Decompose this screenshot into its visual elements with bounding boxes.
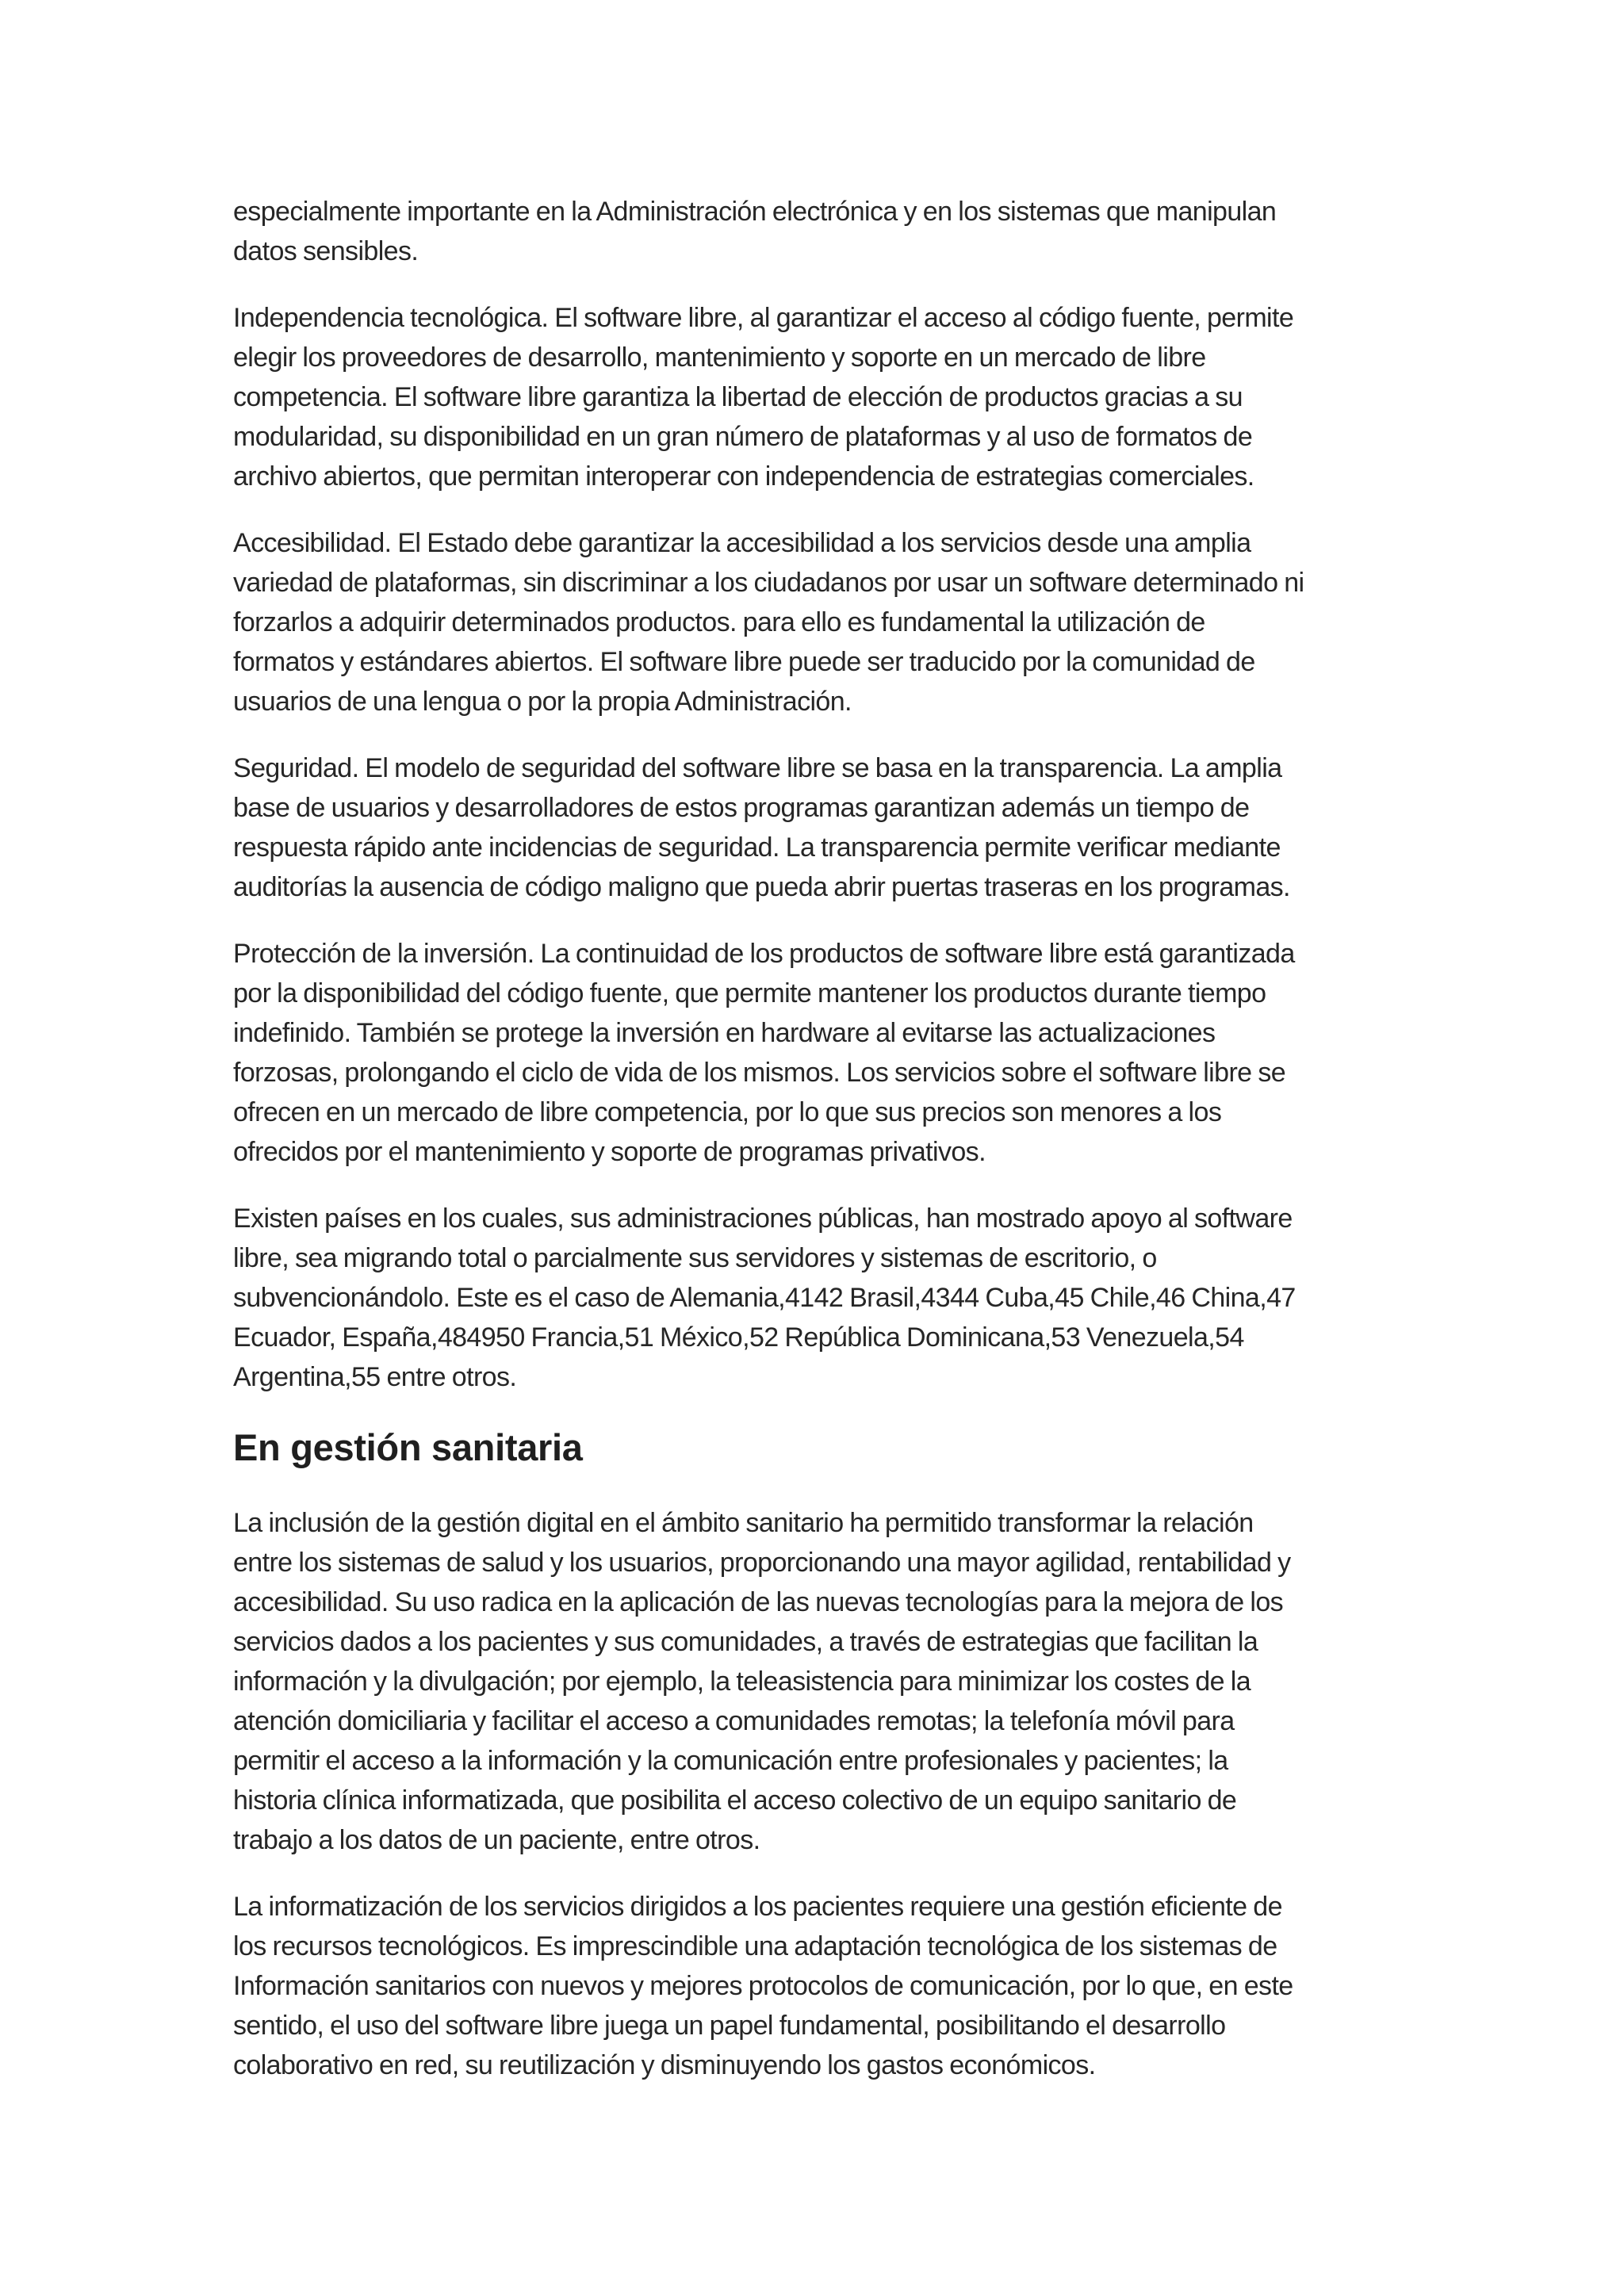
paragraph-proteccion-inversion: Protección de la inversión. La continuidad de los productos de software libre está garantizada por la disponibilidad del código fuente, que permite mantener los productos durante tiempo indefinido. También se protege la inversión en hardware al evitarse las actualizaciones forzosas, prolongando el ciclo de vida de los mismos. Los servicios sobre el software libre se ofrecen en un mercado de libre competencia, por lo que sus precios son menores a los ofrecidos por el mantenimiento y soporte de programas privativos. — [233, 939, 1295, 1167]
document-body — [233, 192, 1407, 2112]
section-heading: En gestión sanitaria — [233, 1426, 583, 1468]
paragraph-datos-sensibles: especialmente importante en la Administración electrónica y en los sistemas que manipulan datos sensibles. — [233, 197, 1277, 266]
paragraph-seguridad: Seguridad. El modelo de seguridad del software libre se basa en la transparencia. La amplia base de usuarios y desarrolladores de estos programas garantizan además un tiempo de respuesta rápido ante incidencias de seguridad. La transparencia permite verificar mediante auditorías la ausencia de código maligno que pueda abrir puertas traseras en los programas. — [233, 753, 1290, 902]
paragraph-gestion-digital: La inclusión de la gestión digital en el ámbito sanitario ha permitido transformar la relación entre los sistemas de salud y los usuarios, proporcionando una mayor agilidad, rentabilidad y accesibilidad. Su uso radica en la aplicación de las nuevas tecnologías para la mejora de los servicios dados a los pacientes y sus comunidades, a través de estrategias que facilitan la información y la divulgación; por ejemplo, la teleasistencia para minimizar los costes de la atención domiciliaria y facilitar el acceso a comunidades remotas; la telefonía móvil para permitir el acceso a la información y la comunicación entre profesionales y pacientes; la historia clínica informatizada, que posibilita el acceso colectivo de un equipo sanitario de trabajo a los datos de un paciente, entre otros. — [233, 1508, 1291, 1855]
paragraph-paises: Existen países en los cuales, sus administraciones públicas, han mostrado apoyo al software libre, sea migrando total o parcialmente sus servidores y sistemas de escritorio, o subvencionándolo. Este es el caso de Alemania,4142 Brasil,4344 Cuba,45 Chile,46 China,47 Ecuador, España,484950 Francia,51 México,52 República Dominicana,53 Venezuela,54 Argentina,55 entre otros. — [233, 1203, 1296, 1392]
paragraph-independencia-tecnologica: Independencia tecnológica. El software libre, al garantizar el acceso al código fuente, permite elegir los proveedores de desarrollo, mantenimiento y soporte en un mercado de libre competencia. El software libre garantiza la libertad de elección de productos gracias a su modularidad, su disponibilidad en un gran número de plataformas y al uso de formatos de archivo abiertos, que permitan interoperar con independencia de estrategias comerciales. — [233, 303, 1294, 492]
paragraph-accesibilidad: Accesibilidad. El Estado debe garantizar la accesibilidad a los servicios desde una amplia variedad de plataformas, sin discriminar a los ciudadanos por usar un software determinado ni forzarlos a adquirir determinados productos. para ello es fundamental la utilización de formatos y estándares abiertos. El software libre puede ser traducido por la comunidad de usuarios de una lengua o por la propia Administración. — [233, 528, 1304, 717]
paragraph-informatizacion: La informatización de los servicios dirigidos a los pacientes requiere una gestión eficiente de los recursos tecnológicos. Es imprescindible una adaptación tecnológica de los sistemas de Información sanitarios con nuevos y mejores protocolos de comunicación, por lo que, en este sentido, el uso del software libre juega un papel fundamental, posibilitando el desarrollo colaborativo en red, su reutilización y disminuyendo los gastos económicos. — [233, 1892, 1293, 2080]
